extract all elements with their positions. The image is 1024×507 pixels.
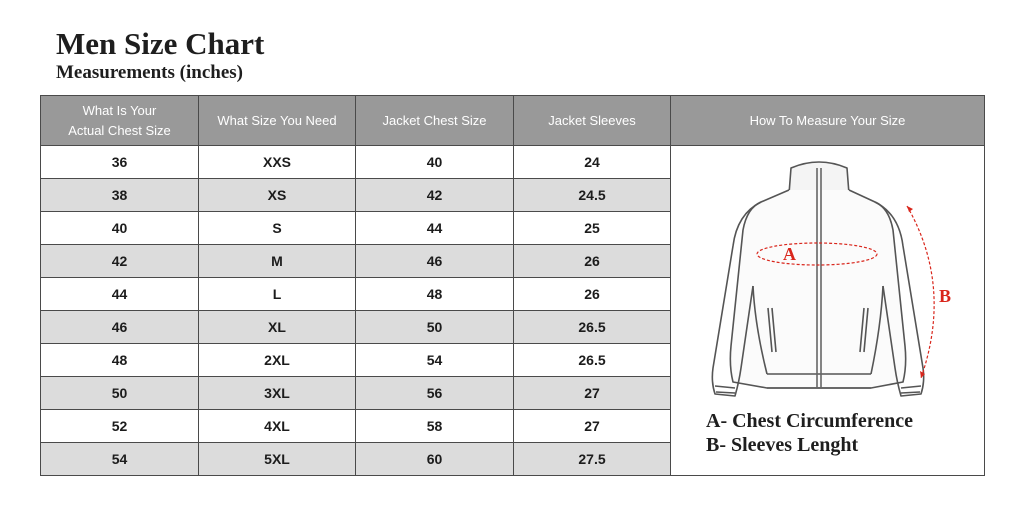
jacket-chest-cell: 42	[356, 179, 514, 212]
size-cell: 3XL	[199, 377, 356, 410]
header-row	[41, 96, 985, 146]
size-cell: 4XL	[199, 410, 356, 443]
actual-chest-cell: 42	[41, 245, 199, 278]
actual-chest-cell: 48	[41, 344, 199, 377]
page-title: Men Size Chart	[56, 26, 265, 61]
actual-chest-cell: 38	[41, 179, 199, 212]
actual-chest-cell: 44	[41, 278, 199, 311]
table-row	[41, 146, 985, 179]
size-cell: S	[199, 212, 356, 245]
size-cell: L	[199, 278, 356, 311]
jacket-sleeves-cell: 24.5	[514, 179, 671, 212]
jacket-sleeves-cell: 26	[514, 278, 671, 311]
size-cell: XL	[199, 311, 356, 344]
header-actual-chest: What Is Your Actual Chest Size	[41, 96, 199, 146]
size-chart-table	[40, 95, 985, 476]
size-cell: M	[199, 245, 356, 278]
label-b: B	[939, 286, 952, 306]
jacket-chest-cell: 56	[356, 377, 514, 410]
jacket-sleeves-cell: 27.5	[514, 443, 671, 476]
actual-chest-cell: 36	[41, 146, 199, 179]
header-jacket-sleeves: Jacket Sleeves	[514, 96, 671, 146]
jacket-chest-cell: 60	[356, 443, 514, 476]
header-size-needed: What Size You Need	[199, 96, 356, 146]
jacket-sleeves-cell: 24	[514, 146, 671, 179]
header-how-to-measure: How To Measure Your Size	[671, 96, 985, 146]
jacket-chest-cell: 40	[356, 146, 514, 179]
measure-diagram-cell	[671, 146, 985, 476]
actual-chest-cell: 46	[41, 311, 199, 344]
size-cell: 2XL	[199, 344, 356, 377]
jacket-sleeves-cell: 26.5	[514, 344, 671, 377]
diagram-legend	[706, 409, 913, 457]
header-jacket-chest: Jacket Chest Size	[356, 96, 514, 146]
legend-a: A- Chest Circumference	[706, 410, 913, 432]
jacket-sleeves-cell: 26.5	[514, 311, 671, 344]
jacket-chest-cell: 44	[356, 212, 514, 245]
size-cell: XS	[199, 179, 356, 212]
size-cell: XXS	[199, 146, 356, 179]
actual-chest-cell: 54	[41, 443, 199, 476]
jacket-sleeves-cell: 27	[514, 410, 671, 443]
jacket-sleeves-cell: 26	[514, 245, 671, 278]
actual-chest-cell: 50	[41, 377, 199, 410]
jacket-sleeves-cell: 27	[514, 377, 671, 410]
size-cell: 5XL	[199, 443, 356, 476]
jacket-sleeves-cell: 25	[514, 212, 671, 245]
actual-chest-cell: 52	[41, 410, 199, 443]
actual-chest-cell: 40	[41, 212, 199, 245]
label-a: A	[783, 244, 796, 264]
jacket-chest-cell: 46	[356, 245, 514, 278]
jacket-chest-cell: 50	[356, 311, 514, 344]
jacket-chest-cell: 54	[356, 344, 514, 377]
jacket-chest-cell: 58	[356, 410, 514, 443]
jacket-chest-cell: 48	[356, 278, 514, 311]
page-subtitle: Measurements (inches)	[56, 62, 243, 83]
legend-b: B- Sleeves Lenght	[706, 434, 859, 456]
